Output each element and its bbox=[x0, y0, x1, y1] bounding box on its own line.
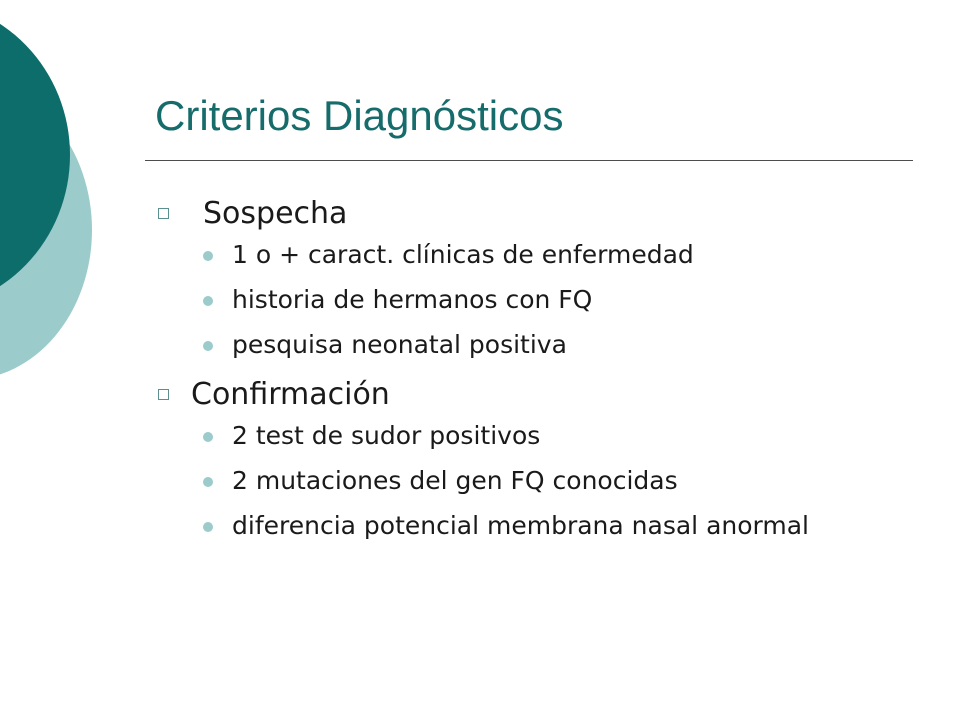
hollow-square-bullet-icon bbox=[158, 208, 169, 219]
section-label: Sospecha bbox=[203, 196, 348, 231]
section-label: Confirmación bbox=[191, 377, 390, 412]
section-sospecha bbox=[155, 192, 895, 236]
circle-bullet-icon bbox=[203, 432, 213, 442]
list-item bbox=[155, 330, 895, 359]
sospecha-list bbox=[155, 240, 895, 359]
hollow-square-bullet-icon bbox=[158, 389, 169, 400]
list-item-text: diferencia potencial membrana nasal anormal bbox=[232, 511, 809, 540]
title-divider bbox=[145, 160, 913, 161]
circle-bullet-icon bbox=[203, 341, 213, 351]
list-item-text: 2 mutaciones del gen FQ conocidas bbox=[232, 466, 678, 495]
list-item-text: historia de hermanos con FQ bbox=[232, 285, 593, 314]
list-item bbox=[155, 240, 895, 269]
list-item-text: 2 test de sudor positivos bbox=[232, 421, 541, 450]
list-item-text: 1 o + caract. clínicas de enfermedad bbox=[232, 240, 694, 269]
circle-bullet-icon bbox=[203, 522, 213, 532]
slide-title: Criterios Diagnósticos bbox=[155, 92, 564, 139]
list-item bbox=[155, 466, 895, 495]
section-confirmacion bbox=[155, 373, 895, 417]
slide-content bbox=[155, 192, 895, 540]
list-item bbox=[155, 285, 895, 314]
list-item bbox=[155, 511, 895, 540]
list-item-text: pesquisa neonatal positiva bbox=[232, 330, 567, 359]
confirmacion-list bbox=[155, 421, 895, 540]
circle-bullet-icon bbox=[203, 251, 213, 261]
list-item bbox=[155, 421, 895, 450]
circle-bullet-icon bbox=[203, 477, 213, 487]
circle-bullet-icon bbox=[203, 296, 213, 306]
